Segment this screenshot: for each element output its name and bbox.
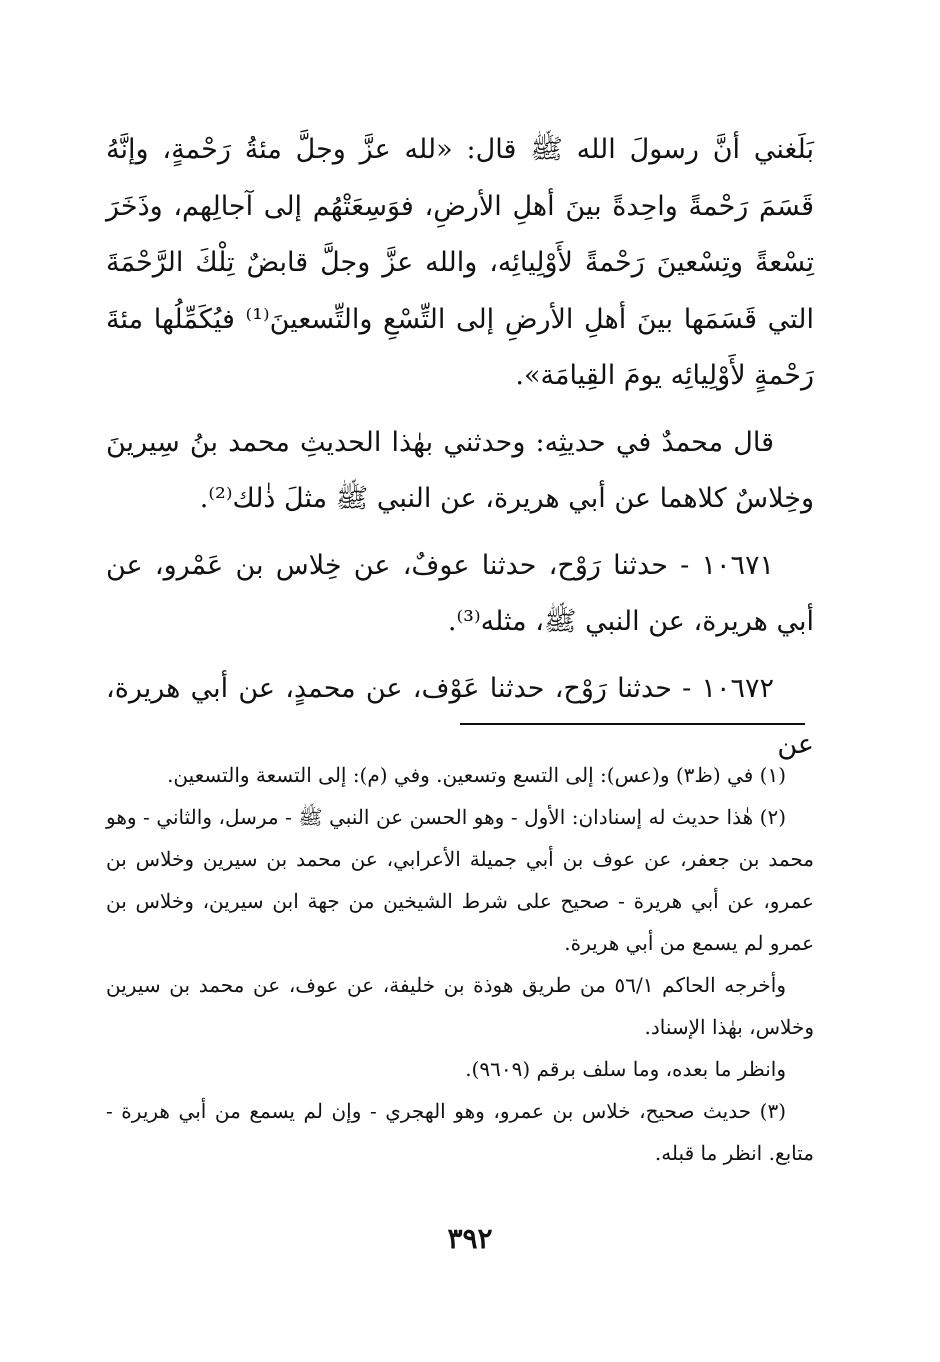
footnote-1: (١) في (ظ٣) و(عس): إلى التسع وتسعين. وفي (م): إلى التسعة والتسعين.: [167, 763, 786, 787]
footnote-2-see-also: وانظر ما بعده، وما سلف برقم (٩٦٠٩).: [465, 1057, 786, 1081]
hadith-10672-paragraph: ١٠٦٧٢ - حدثنا رَوْح، حدثنا عَوْف، عن محمدٍ، عن أبي هريرة، عن: [106, 672, 814, 760]
page-number: ٣٩٢: [447, 1222, 493, 1255]
hadith-10671-paragraph: ١٠٦٧١ - حدثنا رَوْح، حدثنا عوفٌ، عن خِلاس بن عَمْرو، عن أبي هريرة، عن النبي ﷺ، مثله⁽³⁾.: [106, 549, 814, 637]
main-text-block: [106, 122, 814, 774]
footnotes-block: [106, 754, 814, 1174]
footnote-2: (٢) هٰذا حديث له إسنادان: الأول - وهو الحسن عن النبي ﷺ - مرسل، والثاني - وهو محمد بن جعفر، عن عوف بن أبي جميلة الأعرابي، عن محمد بن سيرين وخلاس بن عمرو، عن أبي هريرة - صحيح على شرط الشيخين من جهة ابن سيرين، وخلاس بن عمرو لم يسمع من أبي هريرة.: [106, 805, 815, 955]
hadith-paragraph-1: بَلَغني أنَّ رسولَ الله ﷺ قال: «لله عزَّ وجلَّ مئةُ رَحْمةٍ، وإنَّهُ قَسَمَ رَحْمةً واحِدةً بينَ أهلِ الأرضِ، فوَسِعَتْهُم إلى آجالِهم، وذَخَرَ تِسْعةً وتِسْعينَ رَحْمةً لأَوْلِيائِه، والله عزَّ وجلَّ قابضٌ تِلْكَ الرَّحْمَةَ التي قَسَمَها بينَ أهلِ الأرضِ إلى التِّسْعِ والتِّسعينَ⁽¹⁾ فيُكَمِّلُها مئةَ رَحْمةٍ لأَوْلِيائِه يومَ القِيامَة».: [106, 134, 814, 391]
footnote-separator-line: [460, 723, 805, 725]
narration-note-paragraph: قال محمدٌ في حديثِه: وحدثني بهٰذا الحديثِ محمد بنُ سِيرينَ وخِلاسٌ كلاهما عن أبي هريرة، عن النبي ﷺ مثلَ ذٰلك⁽²⁾.: [106, 426, 814, 514]
footnote-3: (٣) حديث صحيح، خلاس بن عمرو، وهو الهجري - وإن لم يسمع من أبي هريرة - متابع. انظر ما قبله.: [106, 1099, 814, 1165]
footnote-2-source: وأخرجه الحاكم ٥٦/١ من طريق هوذة بن خليفة، عن عوف، عن محمد بن سيرين وخلاس، بهٰذا الإسناد.: [106, 973, 814, 1039]
